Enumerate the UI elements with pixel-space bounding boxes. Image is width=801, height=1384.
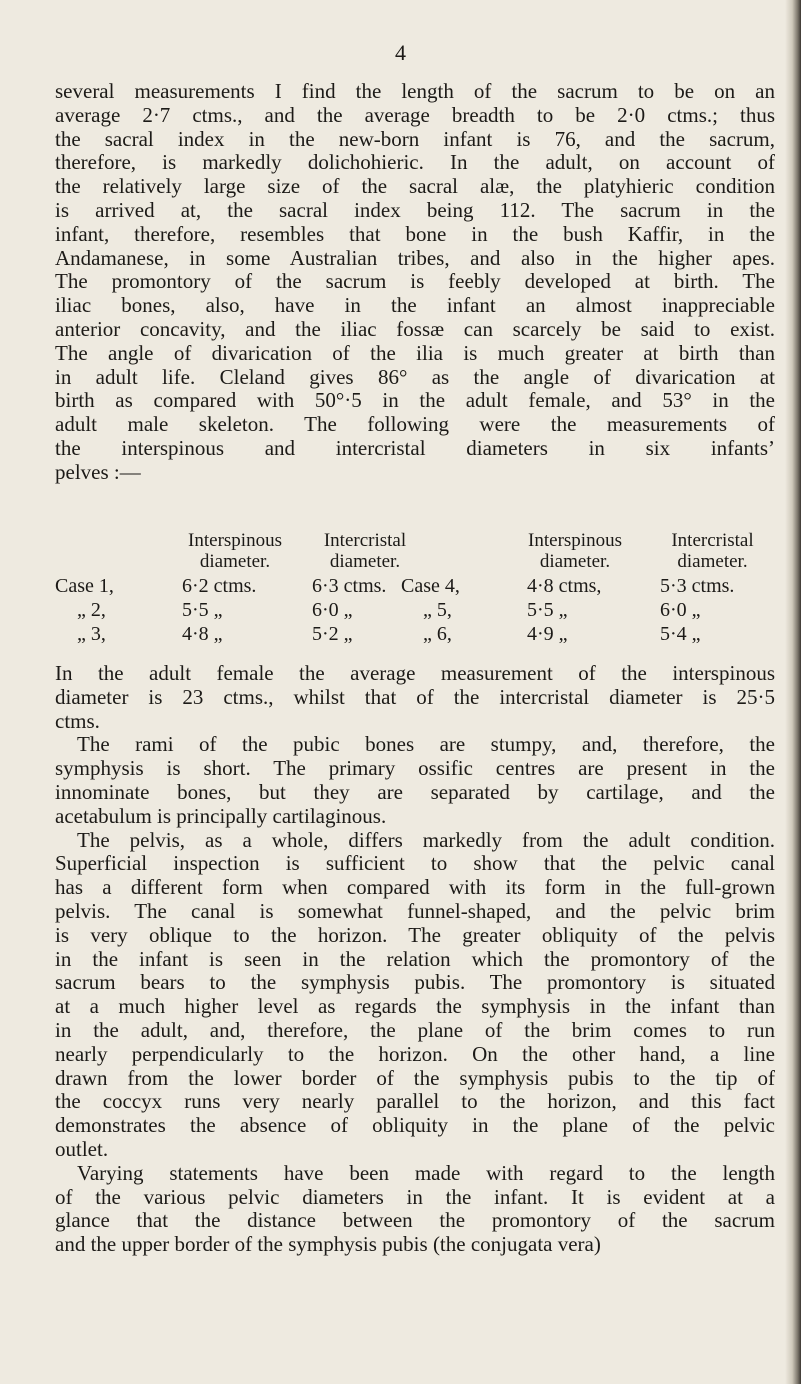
header-intercristal-left: Intercristal diameter. [323, 530, 407, 572]
text-line: innominate bones, but they are separated by cartilage, and the [55, 779, 775, 804]
table-cell-intercristal: 6·3 ctms. [312, 575, 387, 597]
table-cell-interspinous: 4·8 „ [182, 623, 223, 645]
table-cell-interspinous: 6·2 ctms. [182, 575, 257, 597]
page-edge-shadow [785, 0, 801, 1384]
table-cell-intercristal: 6·0 „ [660, 599, 701, 621]
text-line: drawn from the lower border of the symphysis pubis to the tip of [55, 1065, 775, 1090]
text-line: Superficial inspection is sufficient to show that the pelvic canal [55, 851, 775, 876]
table-cell-interspinous: 5·5 „ [182, 599, 223, 621]
table-cell-intercristal: 5·4 „ [660, 623, 701, 645]
text-line: glance that the distance between the promontory of the sacrum [55, 1208, 775, 1233]
table-cell-intercristal: 6·0 „ [312, 599, 353, 621]
text-line: several measurements I find the length of the sacrum to be on an [55, 79, 775, 103]
header-interspinous-left: Interspinous diameter. [188, 530, 282, 572]
paragraph-1 [55, 80, 775, 485]
text-line: Varying statements have been made with regard to the length [77, 1160, 775, 1185]
table-row-case-label: „ 2, [77, 599, 106, 621]
text-line: is very oblique to the horizon. The greater obliquity of the pelvis [55, 922, 775, 947]
text-line: Andamanese, in some Australian tribes, and also in the higher apes. [55, 245, 775, 270]
header-intercristal-right: Intercristal diameter. [671, 530, 754, 572]
text-line: the interspinous and intercristal diameters in six infants’ [55, 435, 775, 460]
text-line: diameter is 23 ctms., whilst that of the intercristal diameter is 25·5 [55, 684, 775, 709]
table-row-case-label: Case 1, [55, 575, 114, 597]
text-line: therefore, is markedly dolichohieric. In the adult, on account of [55, 150, 775, 175]
page-number: 4 [395, 40, 406, 65]
text-line: has a different form when compared with its form in the full-grown [55, 875, 775, 900]
text-line: adult male skeleton. The following were the measurements of [55, 412, 775, 437]
table-cell-intercristal: 5·3 ctms. [660, 575, 735, 597]
table-cell-interspinous: 5·5 „ [527, 599, 568, 621]
table-cell-interspinous: 4·9 „ [527, 623, 568, 645]
text-line: The rami of the pubic bones are stumpy, and, therefore, the [77, 732, 775, 757]
text-line: demonstrates the absence of obliquity in the plane of the pelvic [55, 1113, 775, 1138]
paragraph-2 [55, 662, 775, 1257]
table-row-case-label: „ 6, [423, 623, 452, 645]
text-line: in the infant is seen in the relation which the promontory of the [55, 946, 775, 971]
text-line: symphysis is short. The primary ossific centres are present in the [55, 756, 775, 781]
text-line: The promontory of the sacrum is feebly developed at birth. The [55, 269, 775, 294]
text-line: outlet. [55, 1136, 109, 1161]
text-line: sacrum bears to the symphysis pubis. The promontory is situated [55, 970, 775, 995]
text-line: of the various pelvic diameters in the infant. It is evident at a [55, 1184, 775, 1209]
text-line: and the upper border of the symphysis pubis (the conjugata vera) [55, 1232, 601, 1257]
text-line: birth as compared with 50°·5 in the adult female, and 53° in the [55, 388, 775, 413]
table-row-case-label: „ 5, [423, 599, 452, 621]
text-line: at a much higher level as regards the symphysis in the infant than [55, 994, 775, 1019]
text-line: pelves :— [55, 459, 141, 484]
text-line: average 2·7 ctms., and the average breadth to be 2·0 ctms.; thus [55, 102, 775, 127]
text-line: infant, therefore, resembles that bone in the bush Kaffir, in the [55, 221, 775, 246]
text-line: anterior concavity, and the iliac fossæ can scarcely be said to exist. [55, 316, 775, 341]
text-line: The pelvis, as a whole, differs markedly from the adult condition. [77, 827, 775, 852]
text-line: in the adult, and, therefore, the plane of the brim comes to run [55, 1017, 775, 1042]
text-line: In the adult female the average measurement of the interspinous [55, 661, 775, 685]
text-line: is arrived at, the sacral index being 112. The sacrum in the [55, 197, 775, 222]
text-line: the sacral index in the new-born infant is 76, and the sacrum, [55, 126, 775, 151]
text-line: pelvis. The canal is somewhat funnel-shaped, and the pelvic brim [55, 898, 775, 923]
text-line: the coccyx runs very nearly parallel to the horizon, and this fact [55, 1089, 775, 1114]
text-line: iliac bones, also, have in the infant an almost inappreciable [55, 293, 775, 318]
header-interspinous-right: Interspinous diameter. [528, 530, 622, 572]
text-line: in adult life. Cleland gives 86° as the angle of divarication at [55, 364, 775, 389]
text-line: the relatively large size of the sacral alæ, the platyhieric condition [55, 174, 775, 199]
text-line: The angle of divarication of the ilia is much greater at birth than [55, 340, 775, 365]
text-line: acetabulum is principally cartilaginous. [55, 803, 387, 828]
table-cell-intercristal: 5·2 „ [312, 623, 353, 645]
text-line: ctms. [55, 708, 100, 733]
table-row-case-label: Case 4, [401, 575, 460, 597]
text-line: nearly perpendicularly to the horizon. On the other hand, a line [55, 1041, 775, 1066]
table-row-case-label: „ 3, [77, 623, 106, 645]
table-cell-interspinous: 4·8 ctms, [527, 575, 602, 597]
